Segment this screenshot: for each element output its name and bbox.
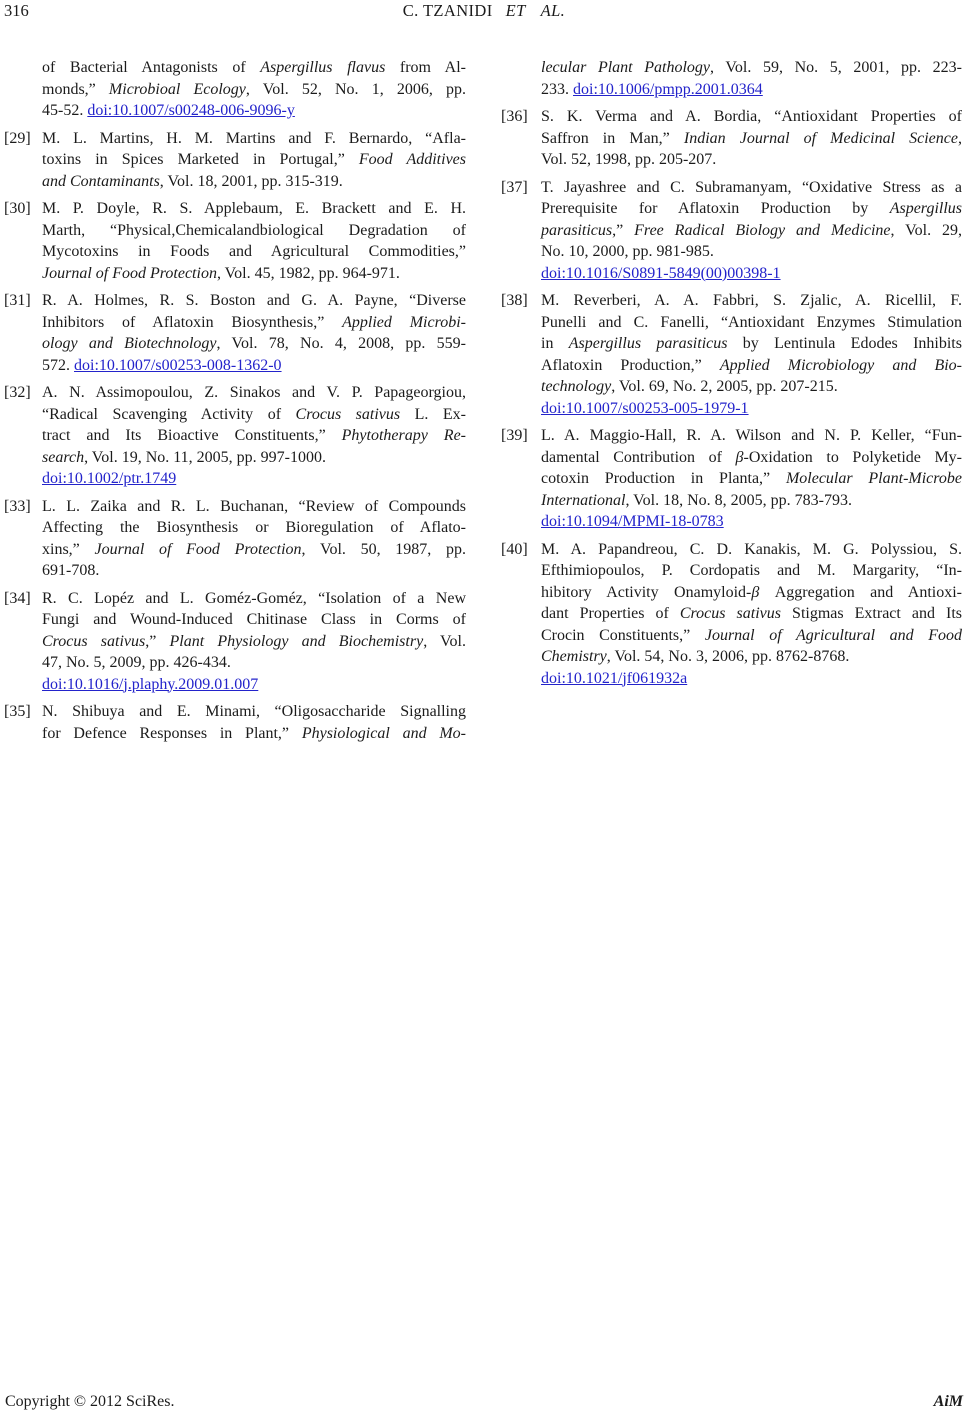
text-run: Stigmas Extract and Its xyxy=(781,605,963,622)
reference-line xyxy=(541,490,962,512)
page-footer xyxy=(5,1393,963,1414)
italic-title: Applied Microbi- xyxy=(342,313,467,331)
text-run: xins,” xyxy=(42,540,95,558)
reference-entry xyxy=(4,128,466,193)
reference-line xyxy=(42,425,466,447)
running-head-authors: C. TZANIDI xyxy=(402,1,493,20)
italic-title: β xyxy=(735,448,744,466)
reference-line xyxy=(541,177,962,199)
italic-title: Applied Microbiology and Bio- xyxy=(719,356,962,374)
text-run: , Vol. 29, xyxy=(890,221,962,239)
italic-title: technology xyxy=(541,378,612,395)
text-run: Vol. 52, 1998, pp. 205-207. xyxy=(541,151,717,168)
reference-line xyxy=(541,312,962,334)
text-run: for Defence Responses in Plant,” xyxy=(42,724,302,742)
text-run: M. P. Doyle, R. S. Applebaum, E. Brackett and E. H. xyxy=(42,200,466,217)
text-run: Efthimiopoulos, P. Cordopatis and M. Margarity, “In- xyxy=(541,562,962,579)
page-number: 316 xyxy=(4,1,29,20)
reference-line xyxy=(42,447,466,469)
text-run: 47, No. 5, 2009, pp. 426-434. xyxy=(42,654,231,671)
reference-line xyxy=(541,511,962,533)
reference-line xyxy=(42,355,466,377)
italic-title: Chemistry xyxy=(541,648,607,665)
text-run: -Oxidation to Polyketide My- xyxy=(743,448,962,466)
text-run: , Vol. 18, 2001, pp. 315-319. xyxy=(159,172,343,190)
text-run: 45-52. xyxy=(42,102,88,119)
reference-line xyxy=(42,517,466,539)
reference-line xyxy=(42,404,466,426)
reference-line xyxy=(42,382,466,404)
doi-link[interactable]: doi:10.1021/jf061932a xyxy=(541,669,688,687)
text-run: M. L. Martins, H. M. Martins and F. Bernardo, “Afla- xyxy=(42,129,466,147)
reference-line xyxy=(42,171,466,193)
reference-label: [30] xyxy=(4,200,31,217)
page-header xyxy=(0,1,968,23)
reference-line xyxy=(541,447,962,469)
text-run: , Vol. 78, No. 4, 2008, pp. 559- xyxy=(216,335,467,352)
text-run: , Vol. xyxy=(423,632,466,650)
text-run: dant Properties of xyxy=(541,605,680,622)
reference-line xyxy=(42,631,466,653)
text-run: Aflatoxin Production,” xyxy=(541,356,720,374)
reference-label: [34] xyxy=(4,589,31,607)
running-head xyxy=(0,1,968,21)
italic-title: β xyxy=(751,583,760,601)
reference-line xyxy=(42,100,466,122)
text-run: , Vol. 59, No. 5, 2001, pp. 223- xyxy=(710,59,963,76)
reference-line xyxy=(541,106,962,128)
reference-line xyxy=(42,333,466,355)
reference-line xyxy=(42,652,466,674)
reference-line xyxy=(541,376,962,398)
text-run: in xyxy=(541,335,569,352)
reference-line xyxy=(541,333,962,355)
text-run: M. Reverberi, A. A. Fabbri, S. Zjalic, A. Ricellil, F. xyxy=(541,292,962,309)
reference-label: [35] xyxy=(4,703,31,720)
reference-line xyxy=(42,79,466,101)
text-run: , Vol. 54, No. 3, 2006, pp. 8762-8768. xyxy=(606,648,850,665)
reference-line xyxy=(541,425,962,447)
reference-line xyxy=(541,625,962,647)
reference-line xyxy=(42,723,466,745)
reference-line xyxy=(541,582,962,604)
text-run: ,” xyxy=(145,632,170,650)
doi-link[interactable]: doi:10.1002/ptr.1749 xyxy=(42,470,177,487)
reference-entry xyxy=(4,198,466,284)
reference-line xyxy=(42,560,466,582)
reference-line xyxy=(541,241,962,263)
italic-title: Crocus sativus xyxy=(295,405,401,423)
reference-entry xyxy=(501,106,962,171)
reference-entry xyxy=(4,496,466,582)
reference-label: [40] xyxy=(501,540,528,558)
reference-entry xyxy=(4,588,466,696)
text-run: S. K. Verma and A. Bordia, “Antioxidant Properties of xyxy=(541,108,962,125)
reference-line xyxy=(541,57,962,79)
text-run: Mycotoxins in Foods and Agricultural Commodities,” xyxy=(42,243,466,260)
reference-line xyxy=(42,220,466,242)
reference-line xyxy=(541,263,962,285)
reference-line xyxy=(42,609,466,631)
reference-line xyxy=(42,263,466,285)
italic-title: Aspergillus flavus xyxy=(260,59,386,76)
doi-link[interactable]: doi:10.1016/j.plaphy.2009.01.007 xyxy=(42,675,259,693)
reference-label: [39] xyxy=(501,427,528,444)
reference-entry xyxy=(501,177,962,285)
text-run: cotoxin Production in Planta,” xyxy=(541,470,786,487)
reference-entry xyxy=(501,425,962,533)
reference-label: [36] xyxy=(501,108,528,125)
italic-title: Crocus sativus xyxy=(42,632,146,650)
italic-title: Molecular Plant-Microbe xyxy=(785,470,963,487)
italic-title: parasiticus xyxy=(541,221,613,239)
italic-title: Journal of Food Protection xyxy=(42,264,217,282)
references-right-column xyxy=(501,57,962,689)
reference-line xyxy=(541,198,962,220)
italic-title: Food Additives xyxy=(358,151,466,168)
reference-entry xyxy=(501,290,962,419)
reference-line xyxy=(42,496,466,518)
reference-line xyxy=(42,241,466,263)
italic-title: Indian Journal of Medicinal Science xyxy=(683,129,958,147)
doi-link[interactable]: doi:10.1016/S0891-5849(00)00398-1 xyxy=(541,264,781,282)
doi-link[interactable]: doi:10.1007/s00253-005-1979-1 xyxy=(541,399,749,417)
text-run: , Vol. 45, 1982, pp. 964-971. xyxy=(216,264,400,282)
text-run: toxins in Spices Marketed in Portugal,” xyxy=(42,151,359,168)
italic-title: search xyxy=(42,448,85,466)
text-run: Prerequisite for Aflatoxin Production by xyxy=(541,200,890,217)
reference-label: [32] xyxy=(4,384,31,401)
doi-link[interactable]: doi:10.1006/pmpp.2001.0364 xyxy=(573,80,763,98)
text-run: ,” xyxy=(612,221,635,239)
reference-line xyxy=(541,220,962,242)
text-run: L. A. Maggio-Hall, R. A. Wilson and N. P. Keller, “Fun- xyxy=(541,427,962,444)
doi-link[interactable]: doi:10.1007/s00253-008-1362-0 xyxy=(74,356,282,374)
text-run: Crocin Constituents,” xyxy=(541,626,705,644)
italic-title: Microbioal Ecology xyxy=(108,80,246,98)
doi-link[interactable]: doi:10.1094/MPMI-18-0783 xyxy=(541,513,724,530)
text-run: from Al- xyxy=(385,59,467,76)
text-run: , Vol. 52, No. 1, 2006, pp. xyxy=(245,80,466,98)
reference-line xyxy=(541,290,962,312)
italic-title: Physiological and Mo- xyxy=(301,724,467,742)
italic-title: lecular Plant Pathology xyxy=(541,59,711,76)
text-run: , xyxy=(958,129,962,147)
text-run: , Vol. 69, No. 2, 2005, pp. 207-215. xyxy=(611,378,838,395)
reference-entry xyxy=(501,57,962,100)
reference-line xyxy=(42,468,466,490)
text-run: Saffron in Man,” xyxy=(541,129,684,147)
reference-label: [31] xyxy=(4,292,31,309)
copyright-notice: Copyright © 2012 SciRes. xyxy=(5,1393,175,1410)
reference-label: [37] xyxy=(501,178,528,196)
journal-abbrev: AiM xyxy=(933,1393,963,1410)
reference-entry xyxy=(4,290,466,376)
text-run: hibitory Activity Onamyloid- xyxy=(541,583,752,601)
reference-line xyxy=(42,198,466,220)
text-run: Punelli and C. Fanelli, “Antioxidant Enzymes Stimulation xyxy=(541,313,962,331)
text-run: “Radical Scavenging Activity of xyxy=(42,405,296,423)
text-run: by Lentinula Edodes Inhibits xyxy=(727,335,962,352)
reference-entry xyxy=(4,701,466,744)
reference-line xyxy=(42,588,466,610)
italic-title: ology and Biotechnology xyxy=(42,335,217,352)
italic-title: Journal of Food Protection xyxy=(94,540,302,558)
text-run: Affecting the Biosynthesis or Bioregulation of Aflato- xyxy=(42,519,466,536)
reference-line xyxy=(42,128,466,150)
text-run: R. A. Holmes, R. S. Boston and G. A. Payne, “Diverse xyxy=(42,292,466,309)
reference-label: [29] xyxy=(4,129,31,147)
italic-title: Aspergillus xyxy=(889,200,962,217)
text-run: 691-708. xyxy=(42,562,100,579)
reference-line xyxy=(541,646,962,668)
reference-label: [33] xyxy=(4,497,31,515)
reference-line xyxy=(541,468,962,490)
reference-line xyxy=(541,79,962,101)
reference-line xyxy=(541,398,962,420)
text-run: of Bacterial Antagonists of xyxy=(42,59,261,76)
italic-title: Aspergillus parasiticus xyxy=(568,335,728,352)
italic-title: International xyxy=(541,491,626,509)
reference-entry xyxy=(501,539,962,690)
italic-title: and Contaminants xyxy=(42,172,160,190)
reference-line xyxy=(42,290,466,312)
reference-line xyxy=(541,149,962,171)
reference-line xyxy=(42,674,466,696)
italic-title: Phytotherapy Re- xyxy=(341,427,466,444)
italic-title: Journal of Agricultural and Food xyxy=(704,626,963,644)
reference-line xyxy=(42,539,466,561)
reference-line xyxy=(541,668,962,690)
text-run: tract and Its Bioactive Constituents,” xyxy=(42,427,342,444)
reference-line xyxy=(42,149,466,171)
text-run: L. Ex- xyxy=(400,405,467,423)
text-run: T. Jayashree and C. Subramanyam, “Oxidative Stress as a xyxy=(541,178,962,196)
text-run: 233. xyxy=(541,80,573,98)
reference-line xyxy=(42,701,466,723)
reference-line xyxy=(541,603,962,625)
running-head-et-al: ET AL. xyxy=(505,1,566,20)
italic-title: Crocus sativus xyxy=(679,605,781,622)
text-run: , Vol. 19, No. 11, 2005, pp. 997-1000. xyxy=(84,448,326,466)
reference-entry xyxy=(4,382,466,490)
reference-line xyxy=(42,57,466,79)
text-run: Fungi and Wound-Induced Chitinase Class in Corms of xyxy=(42,611,466,628)
text-run: Marth, “Physical,Chemicalandbiological Degradation of xyxy=(42,221,466,239)
text-run: R. C. Lopéz and L. Goméz-Goméz, “Isolation of a New xyxy=(42,589,466,607)
text-run: A. N. Assimopoulou, Z. Sinakos and V. P. Papageorgiou, xyxy=(42,384,466,401)
reference-entry xyxy=(4,57,466,122)
text-run: N. Shibuya and E. Minami, “Oligosaccharide Signalling xyxy=(42,703,466,720)
text-run: , Vol. 18, No. 8, 2005, pp. 783-793. xyxy=(625,491,852,509)
doi-link[interactable]: doi:10.1007/s00248-006-9096-y xyxy=(87,102,295,119)
text-run: No. 10, 2000, pp. 981-985. xyxy=(541,243,714,260)
reference-line xyxy=(541,539,962,561)
text-run: monds,” xyxy=(42,80,109,98)
reference-line xyxy=(541,560,962,582)
italic-title: Plant Physiology and Biochemistry xyxy=(169,632,424,650)
text-run: Aggregation and Antioxi- xyxy=(759,583,962,601)
text-run: L. L. Zaika and R. L. Buchanan, “Review of Compounds xyxy=(42,497,466,515)
reference-line xyxy=(541,355,962,377)
text-run: , Vol. 50, 1987, pp. xyxy=(301,540,466,558)
text-run: damental Contribution of xyxy=(541,448,736,466)
reference-label: [38] xyxy=(501,292,528,309)
reference-line xyxy=(541,128,962,150)
italic-title: Free Radical Biology and Medicine xyxy=(634,221,891,239)
text-run: Inhibitors of Aflatoxin Biosynthesis,” xyxy=(42,313,343,331)
reference-line xyxy=(42,312,466,334)
text-run: M. A. Papandreou, C. D. Kanakis, M. G. Polyssiou, S. xyxy=(541,540,962,558)
references-left-column xyxy=(4,57,466,744)
text-run: 572. xyxy=(42,356,74,374)
